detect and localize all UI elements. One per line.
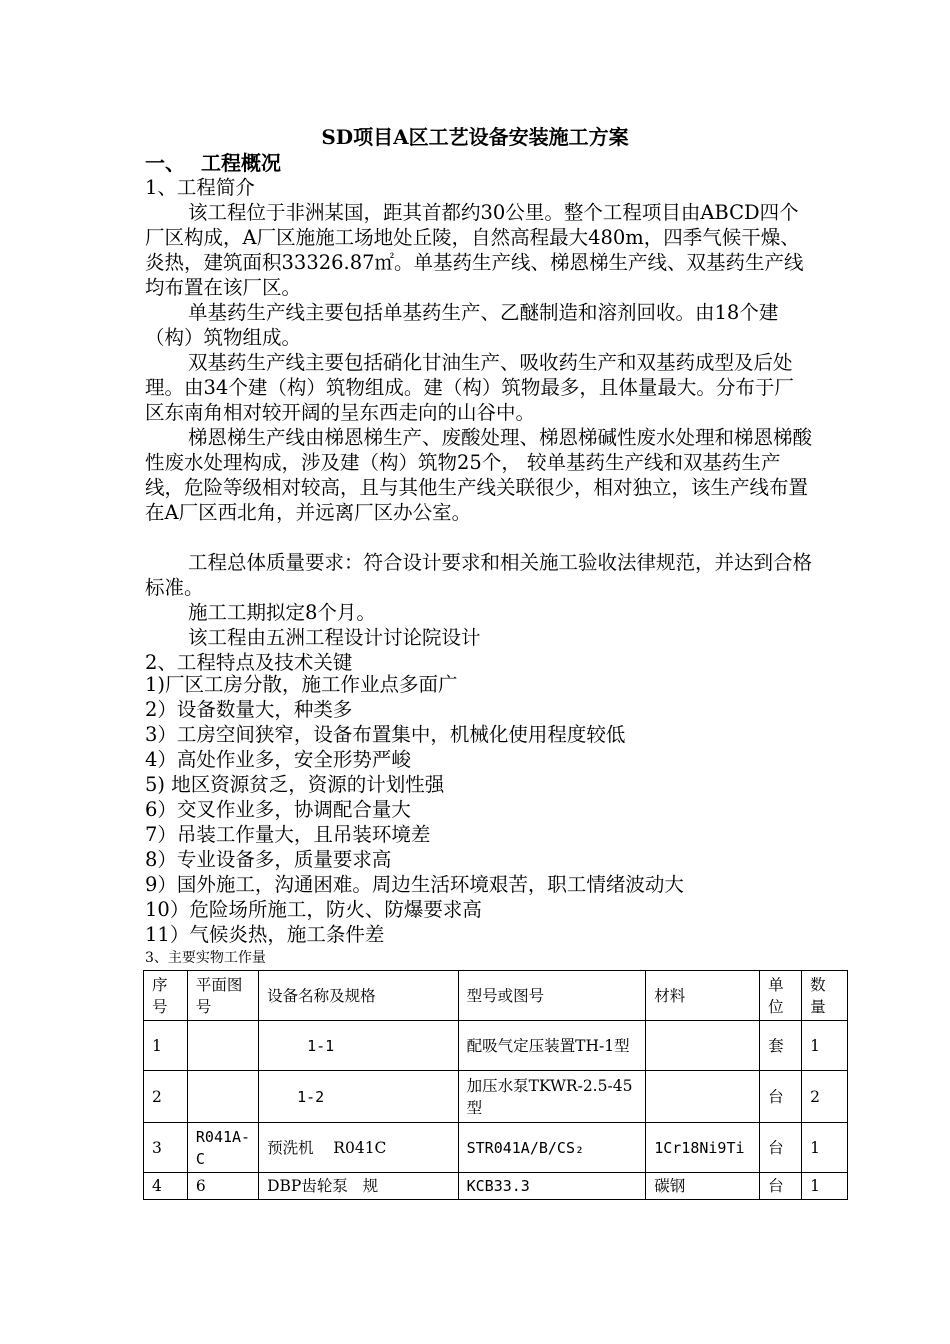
- paragraph-schedule: 施工工期拟定8个月。: [188, 601, 376, 624]
- table-cell: 1-2: [259, 1071, 459, 1123]
- table-cell: [187, 1021, 258, 1071]
- table-cell: [646, 1071, 760, 1123]
- table-cell: [187, 1071, 258, 1123]
- paragraph-double-base: 双基药生产线主要包括硝化甘油生产、吸收药生产和双基药成型及后处理。由34个建（构）筑物组成。建（构）筑物最多，且体量最大。分布于厂区东南角相对较开阔的呈东西走向的山谷中。: [145, 351, 794, 424]
- table-cell: 预洗机 R041C: [259, 1123, 459, 1173]
- paragraph-quality: 工程总体质量要求：符合设计要求和相关施工验收法律规范，并达到合格标准。: [145, 551, 813, 599]
- section-heading: [145, 150, 281, 176]
- table-header-cell: 单位: [760, 971, 802, 1021]
- table-cell: KCB33.3: [458, 1173, 646, 1200]
- paragraph-overview: 该工程位于非洲某国，距其首都约30公里。整个工程项目由ABCD四个厂区构成，A厂区施施工场地处丘陵，自然高程最大480m，四季气候干燥、炎热，建筑面积33326.87㎡。单基药生产线、梯恩梯生产线、双基药生产线均布置在该厂区。: [145, 201, 804, 299]
- list-item: 11）气候炎热，施工条件差: [145, 923, 385, 946]
- list-item: 2）设备数量大，种类多: [145, 698, 353, 721]
- table-cell: 1: [802, 1021, 848, 1071]
- subsection-heading-2: 2、工程特点及技术关键: [145, 651, 353, 674]
- table-header-cell: 数量: [802, 971, 848, 1021]
- table-cell: 1: [144, 1021, 188, 1071]
- list-item: 5) 地区资源贫乏，资源的计划性强: [145, 773, 445, 796]
- table-cell: 1: [802, 1123, 848, 1173]
- section-number: 一、: [145, 151, 185, 175]
- table-cell: 1-1: [259, 1021, 459, 1071]
- table-cell: R041A-C: [187, 1123, 258, 1173]
- table-row: [144, 1173, 848, 1200]
- table-cell: 台: [760, 1123, 802, 1173]
- table-cell: STR041A/B/CS₂: [458, 1123, 646, 1173]
- list-item: 1)厂区工房分散，施工作业点多面广: [145, 673, 458, 696]
- table-cell: 套: [760, 1021, 802, 1071]
- table-cell: 2: [802, 1071, 848, 1123]
- table-cell: 3: [144, 1123, 188, 1173]
- list-item: 4）高处作业多，安全形势严峻: [145, 748, 411, 771]
- list-item: 8）专业设备多，质量要求高: [145, 848, 392, 871]
- table-cell: 4: [144, 1173, 188, 1200]
- table-header-cell: 平面图号: [187, 971, 258, 1021]
- table-cell: 6: [187, 1173, 258, 1200]
- list-item: 9）国外施工，沟通困难。周边生活环境艰苦，职工情绪波动大: [145, 873, 684, 896]
- table-cell: 加压水泵TKWR-2.5-45型: [458, 1071, 646, 1123]
- subsection-heading-3: 3、主要实物工作量: [145, 950, 266, 966]
- table-header-cell: 序号: [144, 971, 188, 1021]
- paragraph-single-base: 单基药生产线主要包括单基药生产、乙醚制造和溶剂回收。由18个建（构）筑物组成。: [145, 301, 779, 349]
- list-item: 7）吊装工作量大，且吊装环境差: [145, 823, 431, 846]
- table-cell: 1Cr18Ni9Ti: [646, 1123, 760, 1173]
- table-cell: 台: [760, 1071, 802, 1123]
- table-cell: 碳钢: [646, 1173, 760, 1200]
- paragraph-designer: 该工程由五洲工程设计讨论院设计: [188, 626, 481, 649]
- table-cell: 台: [760, 1173, 802, 1200]
- table-cell: [646, 1021, 760, 1071]
- subsection-heading-1: 1、工程简介: [145, 176, 255, 199]
- table-header-row: [144, 971, 848, 1021]
- list-item: 6）交叉作业多，协调配合量大: [145, 798, 411, 821]
- table-cell: 1: [802, 1173, 848, 1200]
- document-title: SD项目A区工艺设备安装施工方案: [321, 125, 629, 149]
- paragraph-tnt: 梯恩梯生产线由梯恩梯生产、废酸处理、梯恩梯碱性废水处理和梯恩梯酸性废水处理构成，涉及建（构）筑物25个， 较单基药生产线和双基药生产线，危险等级相对较高，且与其他生产线关联很少，相对独立，该生产线布置在A厂区西北角，并远离厂区办公室。: [145, 426, 813, 524]
- table-cell: 配吸气定压装置TH-1型: [458, 1021, 646, 1071]
- table-row: [144, 1071, 848, 1123]
- section-label: 工程概况: [201, 151, 281, 175]
- table-header-cell: 材料: [646, 971, 760, 1021]
- table-row: [144, 1123, 848, 1173]
- table-cell: DBP齿轮泵 规: [259, 1173, 459, 1200]
- table-header-cell: 设备名称及规格: [259, 971, 459, 1021]
- list-item: 3）工房空间狭窄，设备布置集中，机械化使用程度较低: [145, 723, 626, 746]
- table-cell: 2: [144, 1071, 188, 1123]
- list-item: 10）危险场所施工，防火、防爆要求高: [145, 898, 482, 921]
- table-row: [144, 1021, 848, 1071]
- workload-table: [143, 970, 848, 1200]
- feature-list: [145, 672, 684, 947]
- table-header-cell: 型号或图号: [458, 971, 646, 1021]
